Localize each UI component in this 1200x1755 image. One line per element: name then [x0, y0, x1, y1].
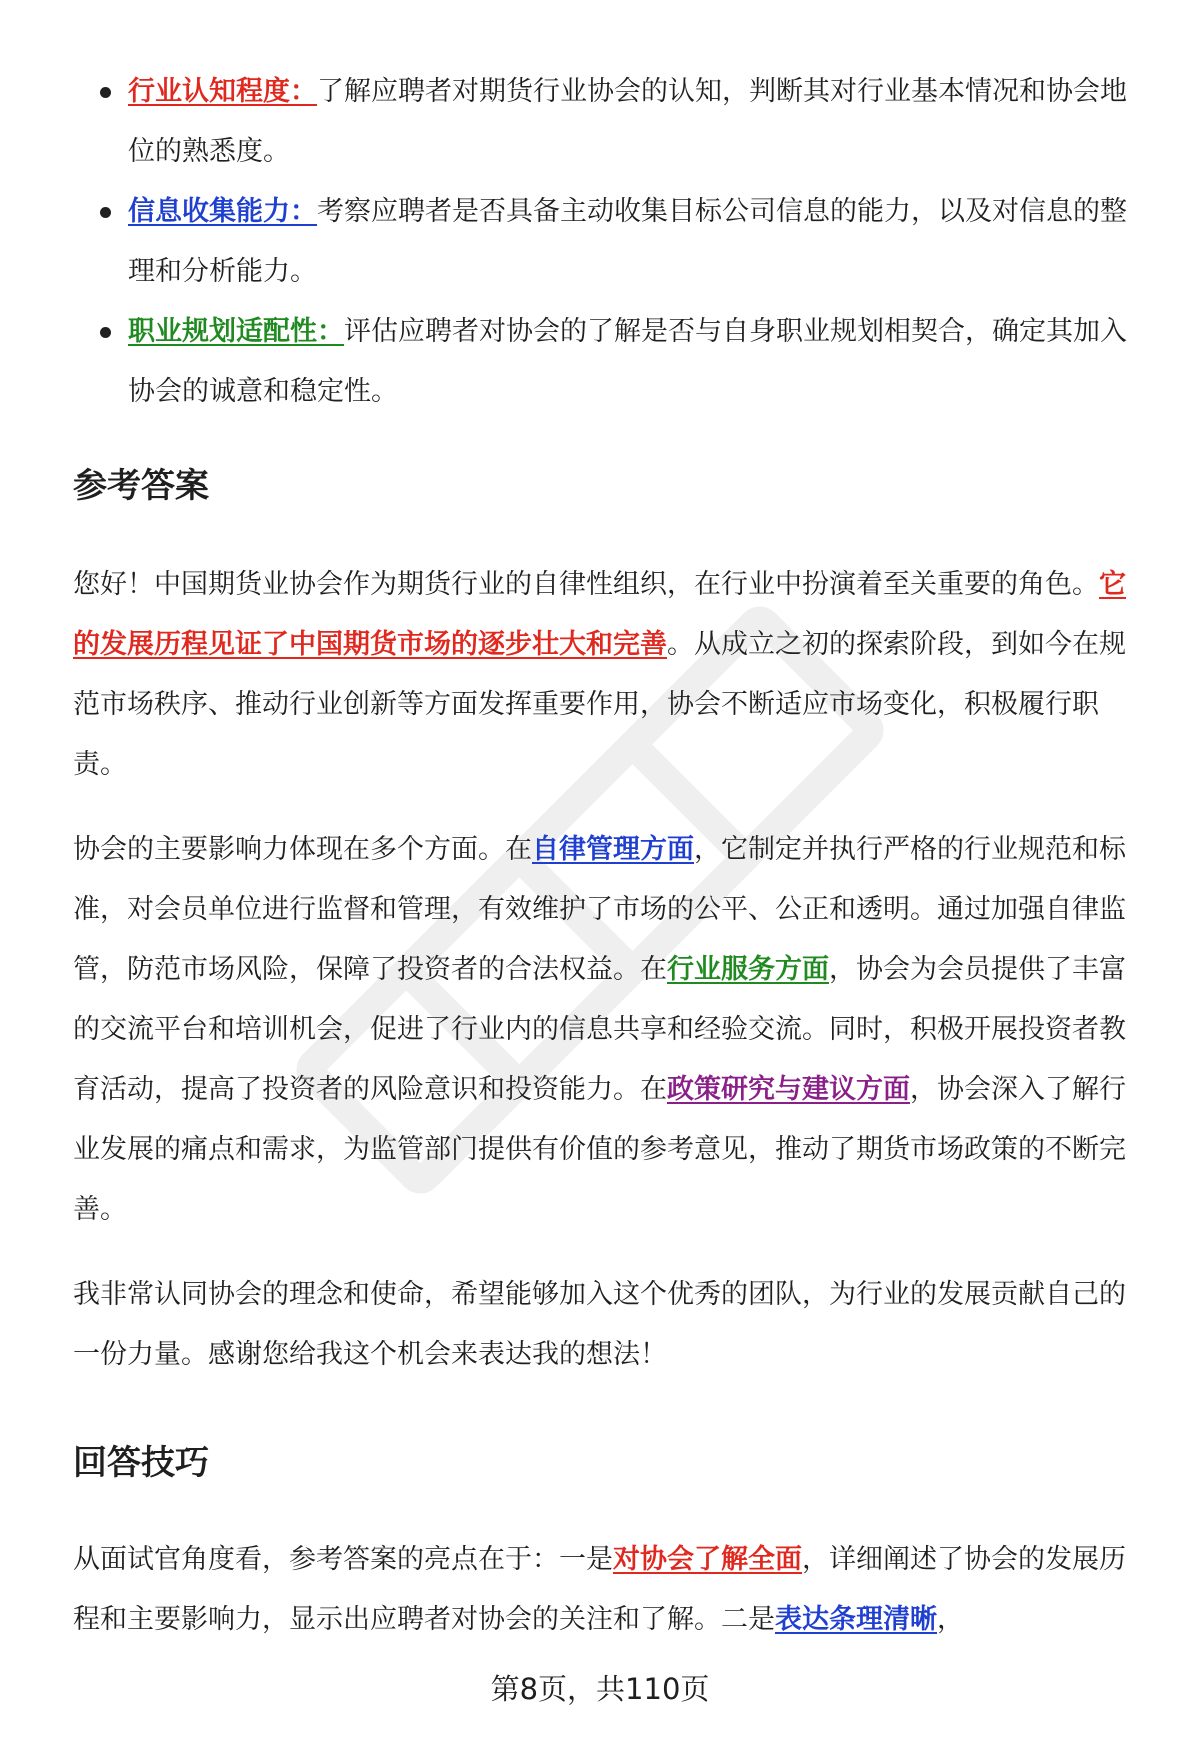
highlight-text: 行业服务方面	[667, 954, 829, 985]
page-number: 第8页，共110页	[490, 1672, 710, 1706]
bullet-label: 信息收集能力：	[128, 196, 317, 227]
text-span: ，它制定并执行严格的行业规范和标准，对会员单位进行监督和管理，有效维护了市场的公平、公正和透明。通过加强自律监管，防范市场风险，保障了投资者的合法权益。在	[73, 834, 1126, 985]
text-span: 协会的主要影响力体现在多个方面。在	[73, 834, 532, 865]
bullet-label: 行业认知程度：	[128, 76, 317, 107]
highlight-text: 它的发展历程见证了中国期货市场的逐步壮大和完善	[73, 569, 1126, 660]
text-span: ，详细阐述了协会的发展历程和主要影响力，显示出应聘者对协会的关注和了解。二是	[73, 1544, 1126, 1635]
assessment-points-list	[100, 62, 1140, 422]
bullet-label: 职业规划适配性：	[128, 316, 344, 347]
bullet-text: 评估应聘者对协会的了解是否与自身职业规划相契合，确定其加入协会的诚意和稳定性。	[128, 316, 1127, 407]
text-span: ，	[937, 1604, 964, 1635]
bullet-item	[100, 182, 1140, 302]
text-span: 从面试官角度看，参考答案的亮点在于：一是	[73, 1544, 613, 1575]
section-heading-tips: 回答技巧	[73, 1443, 209, 1483]
bullet-text: 考察应聘者是否具备主动收集目标公司信息的能力，以及对信息的整理和分析能力。	[128, 196, 1127, 287]
answer-paragraph-1	[73, 555, 1148, 795]
highlight-text: 自律管理方面	[532, 834, 694, 865]
highlight-text: 政策研究与建议方面	[667, 1074, 910, 1105]
bullet-text: 了解应聘者对期货行业协会的认知，判断其对行业基本情况和协会地位的熟悉度。	[128, 76, 1127, 167]
highlight-text: 表达条理清晰	[775, 1604, 937, 1635]
text-span: 。从成立之初的探索阶段，到如今在规范市场秩序、推动行业创新等方面发挥重要作用，协会不断适应市场变化，积极履行职责。	[73, 629, 1126, 780]
bullet-item	[100, 62, 1140, 182]
text-span: 您好！中国期货业协会作为期货行业的自律性组织，在行业中扮演着至关重要的角色。	[73, 569, 1099, 600]
text-span: ，协会深入了解行业发展的痛点和需求，为监管部门提供有价值的参考意见，推动了期货市场政策的不断完善。	[73, 1074, 1126, 1225]
section-heading-answer: 参考答案	[73, 466, 209, 506]
bullet-item	[100, 302, 1140, 422]
answer-paragraph-2	[73, 820, 1148, 1240]
highlight-text: 对协会了解全面	[613, 1544, 802, 1575]
text-span: ，协会为会员提供了丰富的交流平台和培训机会，促进了行业内的信息共享和经验交流。同时，积极开展投资者教育活动，提高了投资者的风险意识和投资能力。在	[73, 954, 1126, 1105]
answer-paragraph-3: 我非常认同协会的理念和使命，希望能够加入这个优秀的团队，为行业的发展贡献自己的一份力量。感谢您给我这个机会来表达我的想法！	[73, 1279, 1126, 1370]
tips-paragraph-1	[73, 1530, 1148, 1650]
